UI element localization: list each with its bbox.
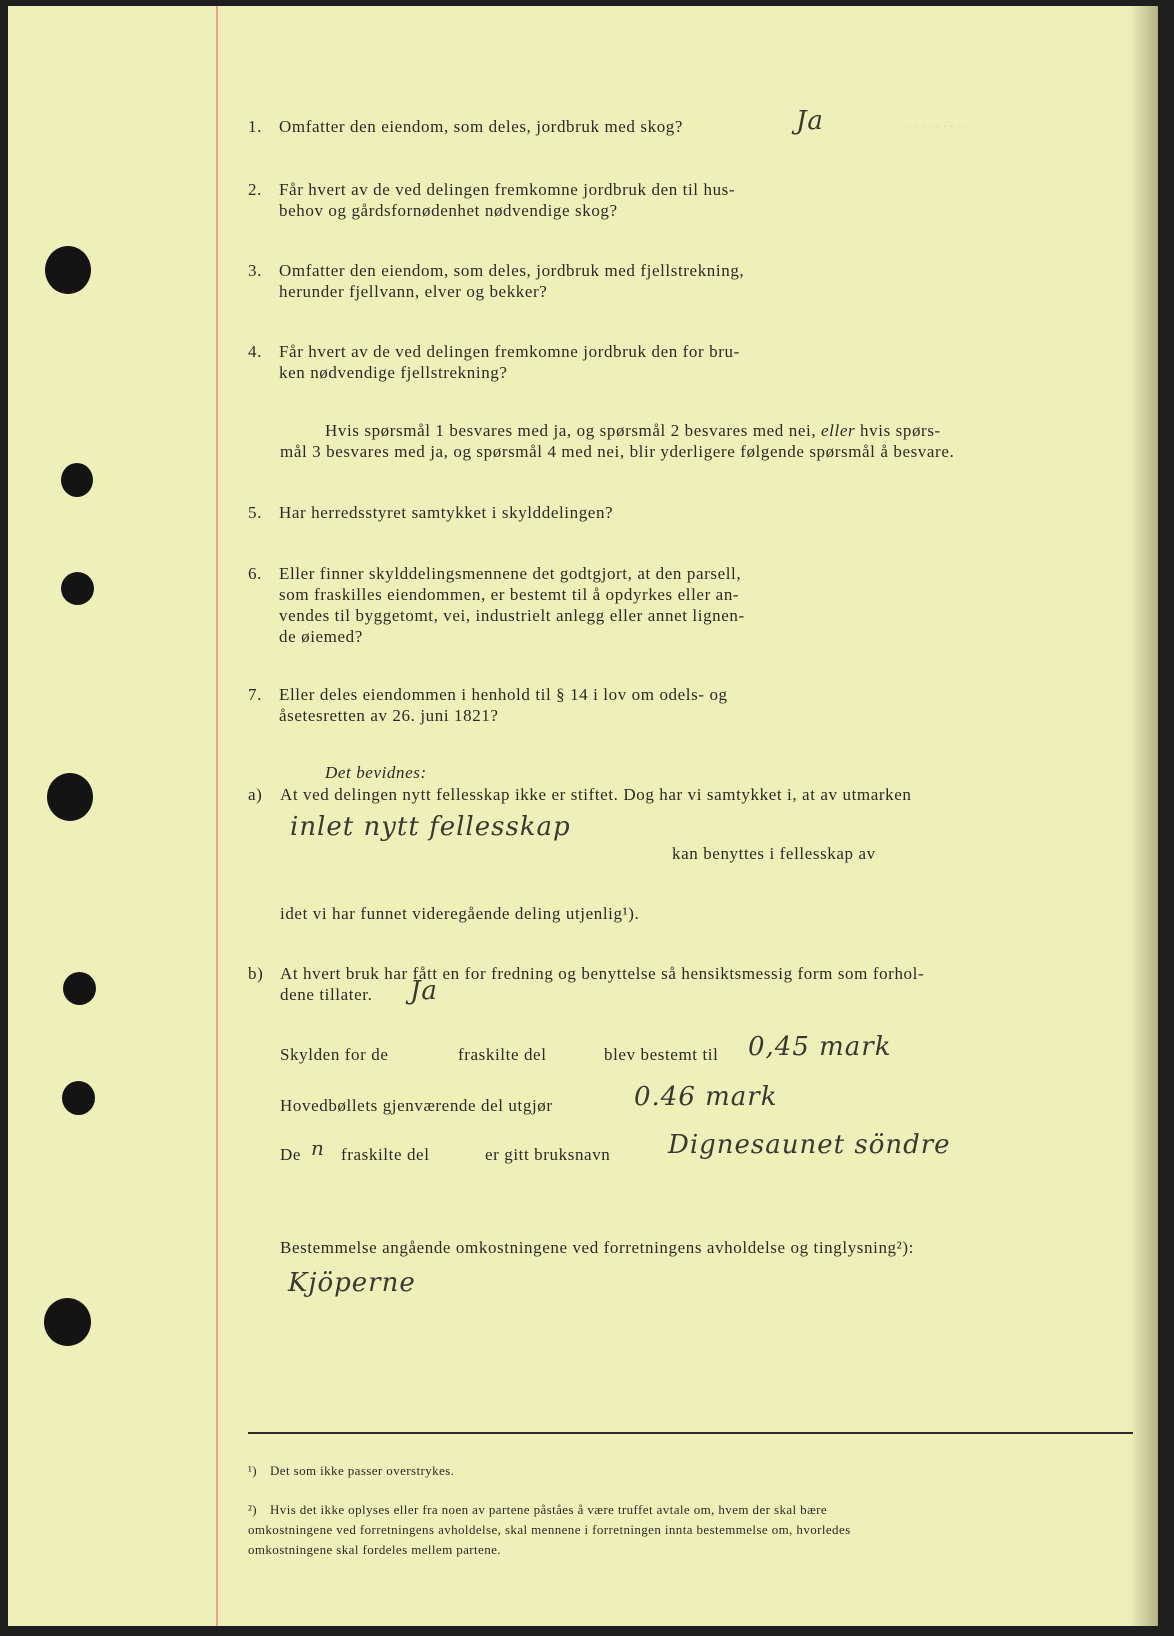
question-number: 1.: [248, 117, 262, 136]
question-number: 7.: [248, 685, 262, 704]
handwritten-costs-value: Kjöperne: [288, 1268, 416, 1298]
footnote-text-line3: omkostningene skal fordeles mellem partene.: [248, 1542, 501, 1557]
skyld-label-3c: er gitt bruksnavn: [485, 1145, 611, 1164]
question-text-line2: herunder fjellvann, elver og bekker?: [279, 282, 548, 301]
skyld-label-3a: De: [280, 1145, 302, 1164]
footnote-mark: ¹): [248, 1463, 258, 1478]
question-text-line2: ken nødvendige fjellstrekning?: [279, 363, 508, 382]
handwritten-fellesskap: inlet nytt fellesskap: [290, 812, 571, 842]
intro-line-2: mål 3 besvares med ja, og spørsmål 4 med nei, blir yderligere følgende spørsmål å besvare.: [280, 442, 955, 461]
footnote-text-line1: Hvis det ikke oplyses eller fra noen av partene påståes å være truffet avtale om, hvem der skal bære: [270, 1502, 828, 1517]
costs-label: Bestemmelse angående omkostningene ved forretningens avholdelse og tinglysning²):: [280, 1238, 914, 1257]
intro-line-1: [325, 421, 941, 441]
page-edge-shadow: [1130, 6, 1158, 1626]
punch-hole: [62, 1081, 95, 1115]
punch-hole: [63, 972, 96, 1005]
footnote-text-line2: omkostningene ved forretningens avholdelse, skal mennene i forretningen innta bestemmelse om, hvorledes: [248, 1522, 851, 1537]
bleed-through-text: . . . . . . . . .: [908, 116, 968, 131]
section-a-line-1: At ved delingen nytt fellesskap ikke er stiftet. Dog har vi samtykket i, at av utmarken: [280, 785, 912, 804]
footnote-mark: ²): [248, 1502, 258, 1517]
question-text: Har herredsstyret samtykket i skylddelingen?: [279, 503, 614, 522]
bevidnes-heading: Det bevidnes:: [325, 763, 427, 782]
question-text-line4: de øiemed?: [279, 627, 363, 646]
question-number: 5.: [248, 503, 262, 522]
margin-line: [216, 6, 218, 1626]
question-number: 4.: [248, 342, 262, 361]
intro-text: hvis spørs-: [860, 421, 941, 440]
question-text-line2: åsetesretten av 26. juni 1821?: [279, 706, 499, 725]
question-number: 6.: [248, 564, 262, 583]
section-a-line-2: kan benyttes i fellesskap av: [672, 844, 876, 863]
skyld-label-3b: fraskilte del: [341, 1145, 430, 1164]
document-page: [8, 6, 1158, 1626]
punch-hole: [45, 246, 91, 294]
punch-hole: [44, 1298, 91, 1346]
question-text-line1: Eller finner skylddelingsmennene det godtgjort, at den parsell,: [279, 564, 742, 583]
section-b-line-2: dene tillater.: [280, 985, 373, 1004]
question-number: 2.: [248, 180, 262, 199]
section-b-line-1: At hvert bruk har fått en for fredning og benyttelse så hensiktsmessig form som forhol-: [280, 964, 925, 983]
handwritten-n: n: [311, 1136, 325, 1160]
question-text-line1: Omfatter den eiendom, som deles, jordbruk med fjellstrekning,: [279, 261, 745, 280]
skyld-label-2: Hovedbøllets gjenværende del utgjør: [280, 1096, 553, 1115]
handwritten-answer-b: Ja: [410, 976, 438, 1006]
handwritten-remaining-value: 0.46 mark: [634, 1082, 778, 1112]
question-text-line3: vendes til byggetomt, vei, industrielt anlegg eller annet lignen-: [279, 606, 745, 625]
handwritten-bruksnavn: Dignesaunet söndre: [668, 1130, 951, 1160]
section-a-line-3: idet vi har funnet videregående deling utjenlig¹).: [280, 904, 640, 923]
question-text-line2: behov og gårdsfornødenhet nødvendige skog?: [279, 201, 618, 220]
question-text-line2: som fraskilles eiendommen, er bestemt til å opdyrkes eller an-: [279, 585, 740, 604]
question-text-line1: Får hvert av de ved delingen fremkomne jordbruk den for bru-: [279, 342, 740, 361]
intro-emphasis: eller: [821, 421, 856, 440]
question-text-line1: Eller deles eiendommen i henhold til § 14 i lov om odels- og: [279, 685, 728, 704]
section-b-marker: b): [248, 964, 264, 983]
question-text-line1: Får hvert av de ved delingen fremkomne jordbruk den til hus-: [279, 180, 736, 199]
section-a-marker: a): [248, 785, 263, 804]
question-number: 3.: [248, 261, 262, 280]
intro-text: Hvis spørsmål 1 besvares med ja, og spørsmål 2 besvares med nei,: [325, 421, 817, 440]
skyld-label-1b: fraskilte del: [458, 1045, 547, 1064]
punch-hole: [61, 463, 93, 497]
footnote-text: Det som ikke passer overstrykes.: [270, 1463, 455, 1478]
punch-hole: [61, 572, 94, 605]
handwritten-answer-q1: Ja: [796, 106, 824, 136]
punch-hole: [47, 773, 93, 821]
handwritten-skyld-value: 0,45 mark: [748, 1032, 892, 1062]
skyld-label-1a: Skylden for de: [280, 1045, 389, 1064]
footnote-rule: [248, 1432, 1133, 1434]
question-text: Omfatter den eiendom, som deles, jordbruk med skog?: [279, 117, 684, 136]
skyld-label-1c: blev bestemt til: [604, 1045, 719, 1064]
